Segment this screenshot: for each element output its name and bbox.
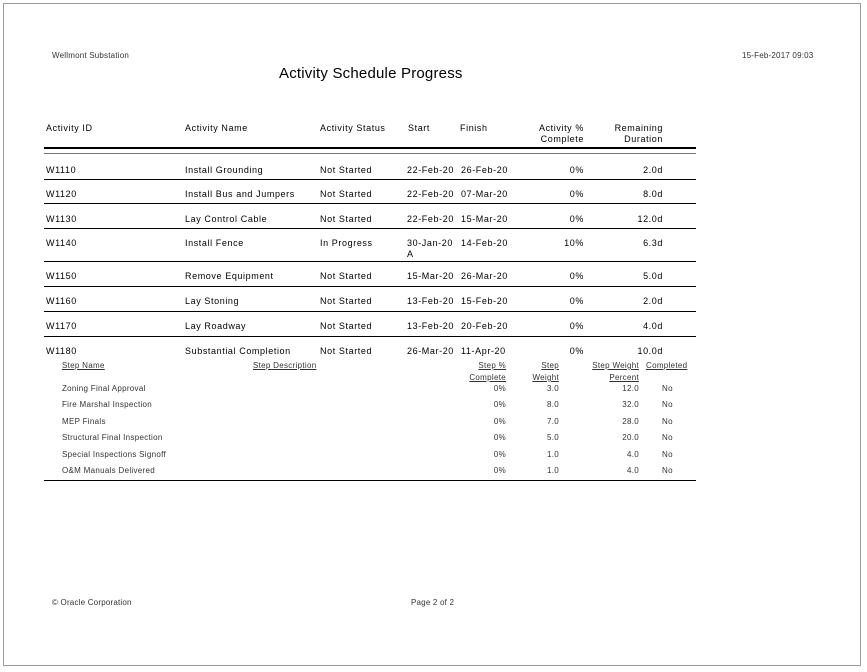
activity-finish: 26-Feb-20	[461, 165, 508, 175]
footer-page-number: Page 2 of 2	[411, 598, 455, 607]
activity-status: In Progress	[320, 238, 373, 248]
activity-start: 13-Feb-20	[407, 321, 454, 331]
col-complete-line1: Activity %	[538, 123, 584, 133]
activity-start: 22-Feb-20	[407, 214, 454, 224]
step-complete: 0%	[493, 433, 506, 442]
activity-status: Not Started	[320, 189, 373, 199]
activity-remaining: 5.0d	[643, 271, 663, 281]
activity-start: 15-Mar-20	[407, 271, 454, 281]
col-finish: Finish	[460, 123, 488, 133]
activity-complete: 0%	[569, 189, 584, 199]
step-name: Special Inspections Signoff	[62, 450, 167, 459]
activity-remaining: 4.0d	[643, 321, 663, 331]
activity-name: Lay Control Cable	[185, 214, 268, 224]
step-complete: 0%	[493, 450, 506, 459]
activity-remaining: 6.3d	[643, 238, 663, 248]
activity-start: 30-Jan-20	[407, 238, 453, 248]
activity-remaining: 2.0d	[643, 165, 663, 175]
step-col-weight-line1: Step	[541, 361, 559, 370]
activity-id: W1180	[46, 346, 77, 356]
col-activity-name: Activity Name	[185, 123, 248, 133]
step-weight-percent: 4.0	[626, 450, 639, 459]
activity-finish: 26-Mar-20	[461, 271, 508, 281]
step-col-complete-line1: Step %	[478, 361, 506, 370]
report-datetime: 15-Feb-2017 09:03	[742, 51, 814, 60]
col-start: Start	[408, 123, 431, 133]
col-remaining-line1: Remaining	[614, 123, 663, 133]
step-weight: 1.0	[546, 450, 559, 459]
activity-complete: 10%	[564, 238, 584, 248]
step-weight: 8.0	[546, 400, 559, 409]
activity-status: Not Started	[320, 346, 373, 356]
activity-start: 26-Mar-20	[407, 346, 454, 356]
step-complete: 0%	[493, 466, 506, 475]
col-remaining-line2: Duration	[624, 134, 663, 144]
activity-name: Install Grounding	[185, 165, 264, 175]
step-col-complete-line2: Complete	[469, 373, 506, 382]
activity-start: 22-Feb-20	[407, 189, 454, 199]
activity-finish: 20-Feb-20	[461, 321, 508, 331]
step-name: Zoning Final Approval	[62, 384, 146, 393]
activity-start: 22-Feb-20	[407, 165, 454, 175]
activity-id: W1110	[46, 165, 77, 175]
step-weight-percent: 20.0	[622, 433, 639, 442]
col-activity-status: Activity Status	[320, 123, 386, 133]
activity-complete: 0%	[569, 296, 584, 306]
step-complete: 0%	[493, 400, 506, 409]
step-col-weight-percent-line2: Percent	[609, 373, 639, 382]
activity-complete: 0%	[569, 271, 584, 281]
step-weight: 3.0	[546, 384, 559, 393]
activity-id: W1170	[46, 321, 77, 331]
col-activity-id: Activity ID	[46, 123, 93, 133]
row-divider	[44, 203, 696, 204]
step-weight-percent: 28.0	[622, 417, 639, 426]
activity-id: W1140	[46, 238, 77, 248]
step-weight-percent: 12.0	[622, 384, 639, 393]
step-complete: 0%	[493, 417, 506, 426]
activity-id: W1120	[46, 189, 77, 199]
step-name: MEP Finals	[62, 417, 106, 426]
step-col-weight-percent-line1: Step Weight	[592, 361, 639, 370]
steps-bottom-rule	[44, 480, 696, 481]
step-col-name: Step Name	[62, 361, 105, 370]
activity-complete: 0%	[569, 214, 584, 224]
activity-finish: 15-Mar-20	[461, 214, 508, 224]
activity-finish: 11-Apr-20	[461, 346, 506, 356]
activity-remaining: 12.0d	[637, 214, 663, 224]
activity-start: 13-Feb-20	[407, 296, 454, 306]
row-divider	[44, 228, 696, 229]
footer-copyright: © Oracle Corporation	[52, 598, 132, 607]
row-divider	[44, 311, 696, 312]
step-weight-percent: 32.0	[622, 400, 639, 409]
activity-status: Not Started	[320, 271, 373, 281]
step-complete: 0%	[493, 384, 506, 393]
step-weight-percent: 4.0	[626, 466, 639, 475]
activity-complete: 0%	[569, 165, 584, 175]
col-complete-line2: Complete	[540, 134, 584, 144]
report-page	[3, 3, 861, 666]
activity-name: Substantial Completion	[185, 346, 291, 356]
activity-finish: 14-Feb-20	[461, 238, 508, 248]
activity-start-actual-flag: A	[407, 249, 414, 259]
activity-name: Install Bus and Jumpers	[185, 189, 295, 199]
activity-id: W1160	[46, 296, 77, 306]
activity-name: Lay Stoning	[185, 296, 240, 306]
activity-complete: 0%	[569, 321, 584, 331]
step-col-description: Step Description	[253, 361, 317, 370]
activity-name: Install Fence	[185, 238, 244, 248]
activity-status: Not Started	[320, 165, 373, 175]
step-name: O&M Manuals Delivered	[62, 466, 155, 475]
report-title: Activity Schedule Progress	[279, 65, 463, 82]
header-rule	[44, 147, 696, 149]
row-divider	[44, 179, 696, 180]
activity-status: Not Started	[320, 296, 373, 306]
step-completed: No	[662, 450, 673, 459]
activity-complete: 0%	[569, 346, 584, 356]
step-weight: 7.0	[546, 417, 559, 426]
project-name: Wellmont Substation	[52, 51, 130, 60]
activity-remaining: 2.0d	[643, 296, 663, 306]
step-name: Fire Marshal Inspection	[62, 400, 153, 409]
row-divider	[44, 286, 696, 287]
step-col-weight-line2: Weight	[532, 373, 559, 382]
activity-id: W1150	[46, 271, 77, 281]
activity-id: W1130	[46, 214, 77, 224]
step-weight: 1.0	[546, 466, 559, 475]
activity-status: Not Started	[320, 214, 373, 224]
activity-name: Lay Roadway	[185, 321, 247, 331]
step-weight: 5.0	[546, 433, 559, 442]
row-divider	[44, 336, 696, 337]
step-name: Structural Final Inspection	[62, 433, 163, 442]
step-col-completed: Completed	[646, 361, 688, 370]
row-divider	[44, 261, 696, 262]
step-completed: No	[662, 466, 673, 475]
activity-finish: 15-Feb-20	[461, 296, 508, 306]
activity-remaining: 10.0d	[637, 346, 663, 356]
activity-finish: 07-Mar-20	[461, 189, 508, 199]
header-rule-secondary	[44, 153, 696, 154]
step-completed: No	[662, 384, 673, 393]
activity-name: Remove Equipment	[185, 271, 274, 281]
step-completed: No	[662, 433, 673, 442]
step-completed: No	[662, 417, 673, 426]
activity-status: Not Started	[320, 321, 373, 331]
step-completed: No	[662, 400, 673, 409]
activity-remaining: 8.0d	[643, 189, 663, 199]
